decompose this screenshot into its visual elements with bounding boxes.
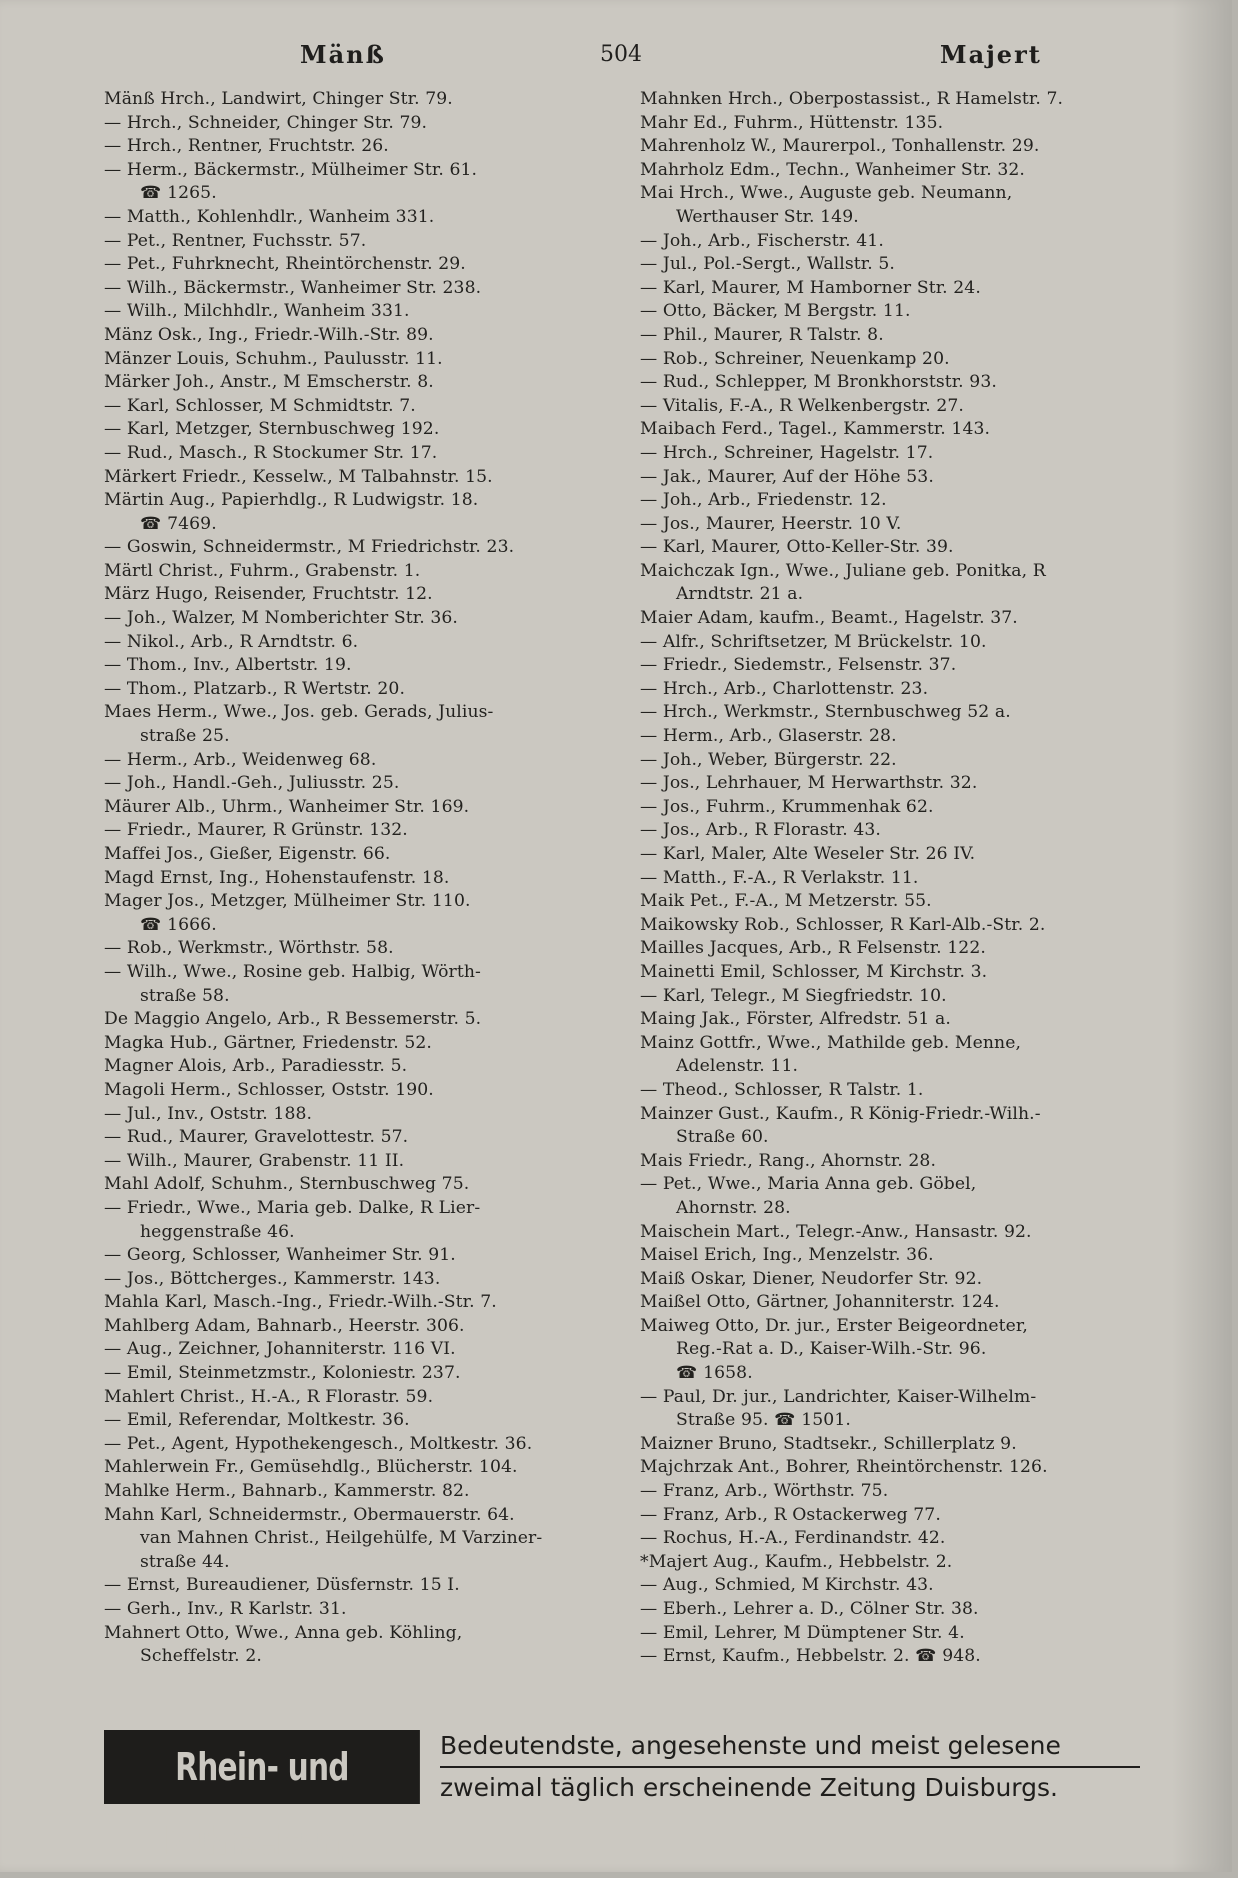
- directory-entry: Reg.-Rat a. D., Kaiser-Wilh.-Str. 96.: [676, 1339, 987, 1360]
- directory-entry: — Jul., Pol.-Sergt., Wallstr. 5.: [640, 254, 895, 275]
- directory-entry: Majchrzak Ant., Bohrer, Rheintörchenstr. 126.: [640, 1457, 1048, 1478]
- directory-entry: — Hrch., Schneider, Chinger Str. 79.: [104, 112, 428, 133]
- directory-entry: Maibach Ferd., Tagel., Kammerstr. 143.: [640, 419, 991, 440]
- right-column: [640, 88, 1160, 1669]
- directory-entry: straße 44.: [140, 1551, 230, 1572]
- directory-entry: — Goswin, Schneidermstr., M Friedrichstr. 23.: [104, 537, 515, 558]
- directory-entry: Mäurer Alb., Uhrm., Wanheimer Str. 169.: [104, 796, 470, 817]
- directory-entry: — Joh., Handl.-Geh., Juliusstr. 25.: [104, 773, 400, 794]
- directory-entry: Magka Hub., Gärtner, Friedenstr. 52.: [104, 1032, 432, 1053]
- directory-entry: — Karl, Maurer, M Hamborner Str. 24.: [640, 277, 981, 298]
- directory-entry: — Joh., Arb., Fischerstr. 41.: [640, 230, 884, 251]
- directory-entry: — Jos., Böttcherges., Kammerstr. 143.: [104, 1268, 441, 1289]
- directory-entry: Mänz Osk., Ing., Friedr.-Wilh.-Str. 89.: [104, 324, 434, 345]
- directory-entry: — Rob., Schreiner, Neuenkamp 20.: [640, 348, 950, 369]
- directory-entry: Mänzer Louis, Schuhm., Paulusstr. 11.: [104, 348, 443, 369]
- directory-entry: — Paul, Dr. jur., Landrichter, Kaiser-Wilhelm-: [640, 1386, 1037, 1407]
- directory-entry: — Aug., Schmied, M Kirchstr. 43.: [640, 1575, 934, 1596]
- directory-entry: — Rud., Masch., R Stockumer Str. 17.: [104, 442, 438, 463]
- directory-entry: — Pet., Fuhrknecht, Rheintörchenstr. 29.: [104, 254, 466, 275]
- directory-entry: Mahlerwein Fr., Gemüsehdlg., Blücherstr. 104.: [104, 1457, 518, 1478]
- header-right-keyword: Majert: [940, 40, 1042, 69]
- directory-entry: Maiß Oskar, Diener, Neudorfer Str. 92.: [640, 1268, 983, 1289]
- directory-entry: — Herm., Arb., Glaserstr. 28.: [640, 726, 897, 747]
- directory-entry: Straße 60.: [676, 1127, 769, 1148]
- directory-entry: — Karl, Telegr., M Siegfriedstr. 10.: [640, 985, 947, 1006]
- directory-entry: März Hugo, Reisender, Fruchtstr. 12.: [104, 584, 433, 605]
- directory-entry: — Pet., Rentner, Fuchsstr. 57.: [104, 230, 367, 251]
- directory-entry: — Jos., Fuhrm., Krummenhak 62.: [640, 796, 934, 817]
- directory-entry: Maißel Otto, Gärtner, Johanniterstr. 124.: [640, 1292, 1000, 1313]
- directory-entry: — Hrch., Werkmstr., Sternbuschweg 52 a.: [640, 702, 1011, 723]
- header-left-keyword: Mänß: [300, 40, 386, 69]
- directory-entry: Märkert Friedr., Kesselw., M Talbahnstr. 15.: [104, 466, 493, 487]
- directory-entry: ☎ 1265.: [140, 183, 217, 204]
- left-column: [104, 88, 624, 1669]
- paper-edge-shadow: [1172, 0, 1232, 1872]
- directory-entry: Mahrenholz W., Maurerpol., Tonhallenstr. 29.: [640, 136, 1040, 157]
- directory-entry: Magner Alois, Arb., Paradiesstr. 5.: [104, 1056, 408, 1077]
- directory-entry: ☎ 7469.: [140, 513, 217, 534]
- directory-entry: Mahlke Herm., Bahnarb., Kammerstr. 82.: [104, 1481, 470, 1502]
- directory-entry: — Hrch., Schreiner, Hagelstr. 17.: [640, 442, 934, 463]
- directory-entry: Maikowsky Rob., Schlosser, R Karl-Alb.-Str. 2.: [640, 914, 1046, 935]
- directory-entry: — Wilh., Maurer, Grabenstr. 11 II.: [104, 1150, 405, 1171]
- directory-entry: Maischein Mart., Telegr.-Anw., Hansastr. 92.: [640, 1221, 1032, 1242]
- directory-entry: Mahnken Hrch., Oberpostassist., R Hamelstr. 7.: [640, 89, 1064, 109]
- directory-entry: — Franz, Arb., Wörthstr. 75.: [640, 1481, 889, 1502]
- directory-entry: — Emil, Lehrer, M Dümptener Str. 4.: [640, 1622, 965, 1643]
- directory-entry: — Vitalis, F.-A., R Welkenbergstr. 27.: [640, 395, 964, 416]
- directory-entry: Mahl Adolf, Schuhm., Sternbuschweg 75.: [104, 1174, 470, 1195]
- directory-entry: — Jul., Inv., Oststr. 188.: [104, 1103, 313, 1124]
- page-number: 504: [600, 42, 642, 67]
- directory-entry: — Karl, Maurer, Otto-Keller-Str. 39.: [640, 537, 954, 558]
- directory-entry: Mahla Karl, Masch.-Ing., Friedr.-Wilh.-Str. 7.: [104, 1292, 497, 1313]
- directory-entry: — Jos., Lehrhauer, M Herwarthstr. 32.: [640, 773, 978, 794]
- directory-entry: Märtl Christ., Fuhrm., Grabenstr. 1.: [104, 560, 421, 581]
- directory-entry: — Hrch., Arb., Charlottenstr. 23.: [640, 678, 929, 699]
- directory-entry: Mahlberg Adam, Bahnarb., Heerstr. 306.: [104, 1315, 465, 1336]
- directory-entry: *Majert Aug., Kaufm., Hebbelstr. 2.: [640, 1551, 953, 1572]
- directory-entry: — Karl, Maler, Alte Weseler Str. 26 IV.: [640, 844, 976, 864]
- directory-entry: Maisel Erich, Ing., Menzelstr. 36.: [640, 1245, 934, 1266]
- directory-entry: — Matth., F.-A., R Verlakstr. 11.: [640, 867, 919, 888]
- directory-entry: ☎ 1666.: [140, 914, 217, 935]
- directory-entry: Maffei Jos., Gießer, Eigenstr. 66.: [104, 844, 391, 864]
- directory-entry: — Jak., Maurer, Auf der Höhe 53.: [640, 466, 934, 487]
- directory-entry: Mahn Karl, Schneidermstr., Obermauerstr. 64.: [104, 1504, 515, 1525]
- directory-entry: — Eberh., Lehrer a. D., Cölner Str. 38.: [640, 1599, 979, 1619]
- directory-entry: — Joh., Weber, Bürgerstr. 22.: [640, 749, 897, 770]
- directory-entry: — Friedr., Siedemstr., Felsenstr. 37.: [640, 655, 957, 676]
- directory-entry: Maizner Bruno, Stadtsekr., Schillerplatz 9.: [640, 1433, 1017, 1454]
- directory-entry: — Joh., Walzer, M Nomberichter Str. 36.: [104, 608, 458, 629]
- directory-entry: — Rob., Werkmstr., Wörthstr. 58.: [104, 938, 394, 959]
- directory-entry: Mahr Ed., Fuhrm., Hüttenstr. 135.: [640, 112, 944, 133]
- directory-entry: Magd Ernst, Ing., Hohenstaufenstr. 18.: [104, 867, 450, 888]
- directory-entry: van Mahnen Christ., Heilgehülfe, M Varziner-: [140, 1528, 543, 1549]
- directory-entry: — Otto, Bäcker, M Bergstr. 11.: [640, 301, 911, 322]
- directory-entry: — Jos., Arb., R Florastr. 43.: [640, 820, 881, 841]
- directory-entry: — Phil., Maurer, R Talstr. 8.: [640, 324, 884, 345]
- directory-entry: Ahornstr. 28.: [676, 1197, 791, 1218]
- directory-entry: — Theod., Schlosser, R Talstr. 1.: [640, 1079, 924, 1100]
- directory-entry: straße 25.: [140, 726, 230, 747]
- directory-entry: — Thom., Platzarb., R Wertstr. 20.: [104, 678, 406, 699]
- directory-entry: Adelenstr. 11.: [676, 1056, 799, 1077]
- directory-entry: Maes Herm., Wwe., Jos. geb. Gerads, Julius-: [104, 702, 494, 723]
- directory-entry: — Friedr., Maurer, R Grünstr. 132.: [104, 820, 408, 841]
- directory-entry: — Pet., Agent, Hypothekengesch., Moltkestr. 36.: [104, 1433, 533, 1454]
- directory-entry: Maing Jak., Förster, Alfredstr. 51 a.: [640, 1009, 951, 1030]
- directory-entry: — Ernst, Bureaudiener, Düsfernstr. 15 I.: [104, 1575, 460, 1596]
- directory-entry: — Ernst, Kaufm., Hebbelstr. 2. ☎ 948.: [640, 1646, 981, 1667]
- directory-entry: Mainzer Gust., Kaufm., R König-Friedr.-Wilh.-: [640, 1103, 1041, 1124]
- directory-entry: — Wilh., Bäckermstr., Wanheimer Str. 238.: [104, 277, 482, 298]
- directory-entry: Maier Adam, kaufm., Beamt., Hagelstr. 37.: [640, 608, 1018, 629]
- directory-entry: Mahlert Christ., H.-A., R Florastr. 59.: [104, 1386, 434, 1407]
- directory-entry: Märker Joh., Anstr., M Emscherstr. 8.: [104, 372, 434, 393]
- directory-entry: Mahnert Otto, Wwe., Anna geb. Köhling,: [104, 1622, 463, 1643]
- directory-entry: Mänß Hrch., Landwirt, Chinger Str. 79.: [104, 89, 453, 109]
- directory-entry: — Wilh., Milchhdlr., Wanheim 331.: [104, 301, 410, 322]
- advertisement: [104, 1728, 1140, 1863]
- directory-entry: Maichczak Ign., Wwe., Juliane geb. Ponitka, R: [640, 560, 1046, 581]
- directory-entry: — Karl, Schlosser, M Schmidtstr. 7.: [104, 395, 416, 416]
- directory-entry: Mahrholz Edm., Techn., Wanheimer Str. 32.: [640, 159, 1025, 180]
- directory-entry: De Maggio Angelo, Arb., R Bessemerstr. 5.: [104, 1009, 482, 1030]
- ad-line-1: Bedeutendste, angesehenste und meist gelesene: [440, 1728, 1140, 1768]
- directory-entry: — Rud., Schlepper, M Bronkhorststr. 93.: [640, 372, 997, 393]
- ad-line-2: zweimal täglich erscheinende Zeitung Duisburgs.: [440, 1773, 1058, 1802]
- directory-entry: — Aug., Zeichner, Johanniterstr. 116 VI.: [104, 1339, 456, 1360]
- directory-entry: Mai Hrch., Wwe., Auguste geb. Neumann,: [640, 183, 1013, 204]
- directory-entry: Mainetti Emil, Schlosser, M Kirchstr. 3.: [640, 961, 988, 982]
- directory-entry: Scheffelstr. 2.: [140, 1646, 262, 1667]
- directory-entry: Mager Jos., Metzger, Mülheimer Str. 110.: [104, 891, 471, 912]
- directory-entry: — Jos., Maurer, Heerstr. 10 V.: [640, 513, 902, 534]
- directory-entry: straße 58.: [140, 985, 230, 1006]
- directory-entry: Straße 95. ☎ 1501.: [676, 1410, 851, 1431]
- directory-entry: — Rochus, H.-A., Ferdinandstr. 42.: [640, 1528, 946, 1549]
- directory-entry: — Alfr., Schriftsetzer, M Brückelstr. 10.: [640, 631, 987, 652]
- page-header: [100, 40, 1140, 74]
- directory-entry: Maiweg Otto, Dr. jur., Erster Beigeordneter,: [640, 1315, 1028, 1336]
- directory-entry: heggenstraße 46.: [140, 1221, 295, 1242]
- directory-entry: — Thom., Inv., Albertstr. 19.: [104, 655, 352, 676]
- directory-entry: — Matth., Kohlenhdlr., Wanheim 331.: [104, 206, 435, 227]
- directory-entry: Werthauser Str. 149.: [676, 206, 859, 227]
- directory-entry: — Friedr., Wwe., Maria geb. Dalke, R Lier-: [104, 1197, 481, 1218]
- directory-entry: Arndtstr. 21 a.: [676, 584, 804, 605]
- directory-entry: — Pet., Wwe., Maria Anna geb. Göbel,: [640, 1174, 977, 1195]
- directory-entry: Mais Friedr., Rang., Ahornstr. 28.: [640, 1150, 937, 1171]
- directory-entry: — Emil, Referendar, Moltkestr. 36.: [104, 1410, 410, 1431]
- ad-title: Rhein- und Ruhrzeitung: [104, 1730, 420, 1804]
- directory-entry: — Joh., Arb., Friedenstr. 12.: [640, 490, 887, 511]
- directory-entry: — Herm., Bäckermstr., Mülheimer Str. 61.: [104, 159, 478, 180]
- ad-text: [440, 1728, 1140, 1808]
- directory-entry: — Rud., Maurer, Gravelottestr. 57.: [104, 1127, 409, 1148]
- directory-entry: — Franz, Arb., R Ostackerweg 77.: [640, 1504, 941, 1525]
- directory-entry: — Gerh., Inv., R Karlstr. 31.: [104, 1599, 347, 1619]
- directory-entry: — Hrch., Rentner, Fruchtstr. 26.: [104, 136, 389, 157]
- directory-entry: Märtin Aug., Papierhdlg., R Ludwigstr. 18.: [104, 490, 479, 511]
- directory-entry: ☎ 1658.: [676, 1363, 753, 1384]
- directory-entry: Mainz Gottfr., Wwe., Mathilde geb. Menne,: [640, 1032, 1022, 1053]
- directory-entry: — Georg, Schlosser, Wanheimer Str. 91.: [104, 1245, 456, 1266]
- directory-entry: — Herm., Arb., Weidenweg 68.: [104, 749, 377, 770]
- directory-entry: — Karl, Metzger, Sternbuschweg 192.: [104, 419, 440, 440]
- directory-entry: — Nikol., Arb., R Arndtstr. 6.: [104, 631, 359, 652]
- directory-entry: — Wilh., Wwe., Rosine geb. Halbig, Wörth-: [104, 961, 481, 982]
- directory-entry: Magoli Herm., Schlosser, Oststr. 190.: [104, 1079, 434, 1100]
- directory-entry: — Emil, Steinmetzmstr., Koloniestr. 237.: [104, 1363, 461, 1384]
- directory-entry: Maik Pet., F.-A., M Metzerstr. 55.: [640, 891, 932, 912]
- directory-entry: Mailles Jacques, Arb., R Felsenstr. 122.: [640, 938, 986, 959]
